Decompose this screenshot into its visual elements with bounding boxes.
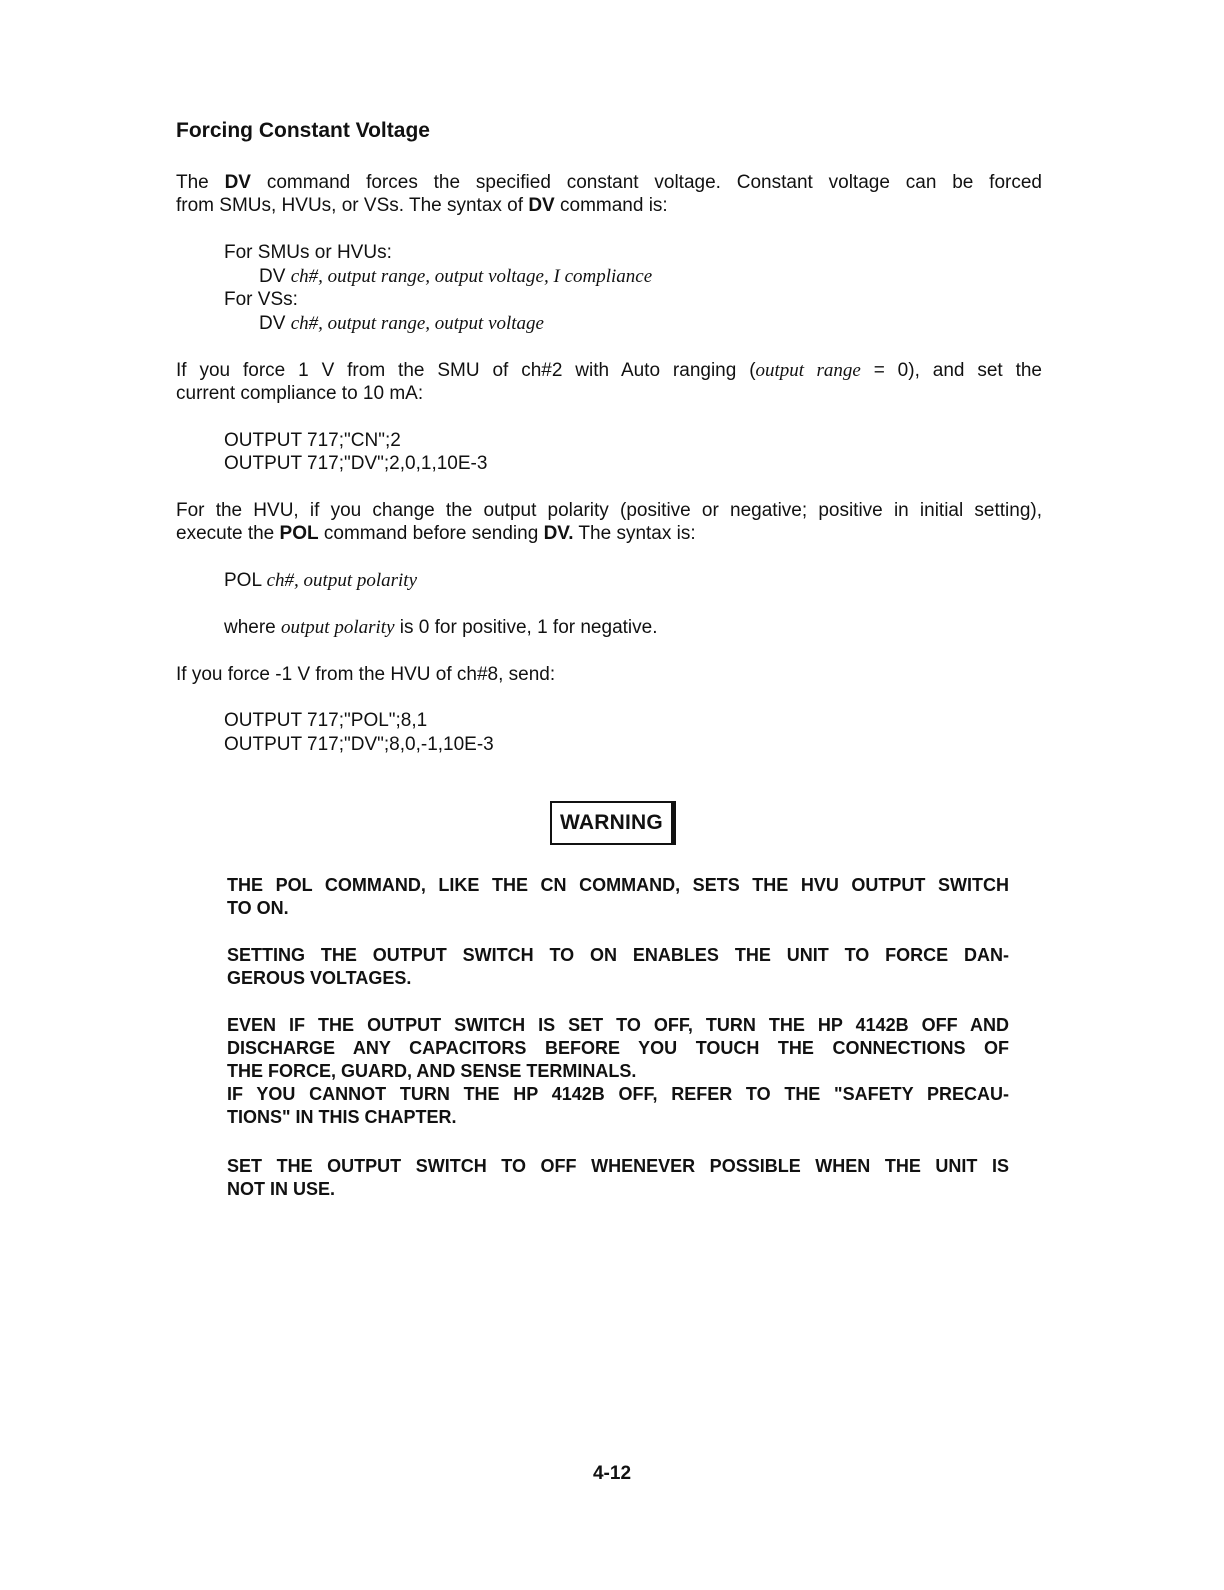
hvu-line-1: For the HVU, if you change the output polarity (positive or negative; positive in initial setting), [176, 500, 1042, 521]
page-number: 4-12 [592, 1463, 632, 1484]
section-heading: Forcing Constant Voltage [176, 119, 430, 142]
syntax-smu-label: For SMUs or HVUs: [224, 242, 392, 263]
example1-code-2: OUTPUT 717;"DV";2,0,1,10E-3 [224, 453, 488, 474]
warning-4-line-2: NOT IN USE. [227, 1179, 336, 1199]
intro-paragraph [176, 171, 1042, 217]
warning-2-line-1: SETTING THE OUTPUT SWITCH TO ON ENABLES THE UNIT TO FORCE DAN- [227, 945, 1009, 965]
warning-3-line-3: THE FORCE, GUARD, AND SENSE TERMINALS. [227, 1061, 637, 1081]
example1-line-1: If you force 1 V from the SMU of ch#2 with Auto ranging (output range = 0), and set the [176, 360, 1043, 381]
intro-line-2: from SMUs, HVUs, or VSs. The syntax of DV command is: [176, 195, 668, 216]
warning-4-line-1: SET THE OUTPUT SWITCH TO OFF WHENEVER POSSIBLE WHEN THE UNIT IS [227, 1156, 1009, 1176]
warning-paragraph-3 [227, 1014, 1009, 1129]
warning-2-line-2: GEROUS VOLTAGES. [227, 968, 412, 988]
syntax-vs-label: For VSs: [224, 289, 298, 310]
warning-3-line-2: DISCHARGE ANY CAPACITORS BEFORE YOU TOUCH THE CONNECTIONS OF [227, 1038, 1009, 1058]
pol-where: where output polarity is 0 for positive, 1 for negative. [224, 617, 658, 638]
example2-code-2: OUTPUT 717;"DV";8,0,-1,10E-3 [224, 734, 494, 755]
warning-label: WARNING [550, 801, 676, 845]
warning-paragraph-1 [227, 874, 1009, 920]
example1-line-2: current compliance to 10 mA: [176, 383, 424, 404]
example1-code-1: OUTPUT 717;"CN";2 [224, 430, 401, 451]
pol-syntax: POL ch#, output polarity [224, 570, 418, 591]
warning-3-line-5: TIONS" IN THIS CHAPTER. [227, 1107, 457, 1127]
warning-paragraph-2 [227, 944, 1009, 990]
example2-code-1: OUTPUT 717;"POL";8,1 [224, 710, 428, 731]
example2-line: If you force -1 V from the HVU of ch#8, send: [176, 664, 556, 685]
hvu-paragraph [176, 499, 1042, 545]
intro-line-1: The DV command forces the specified constant voltage. Constant voltage can be forced [176, 172, 1042, 193]
warning-3-line-1: EVEN IF THE OUTPUT SWITCH IS SET TO OFF, TURN THE HP 4142B OFF AND [227, 1015, 1009, 1035]
hvu-line-2: execute the POL command before sending DV. The syntax is: [176, 523, 696, 544]
syntax-vs-command: DV ch#, output range, output voltage [259, 313, 544, 334]
warning-1-line-1: THE POL COMMAND, LIKE THE CN COMMAND, SETS THE HVU OUTPUT SWITCH [227, 875, 1009, 895]
syntax-smu-command: DV ch#, output range, output voltage, I compliance [259, 266, 653, 287]
warning-paragraph-4 [227, 1155, 1009, 1201]
example1-paragraph [176, 359, 1042, 405]
warning-1-line-2: TO ON. [227, 898, 289, 918]
warning-3-line-4: IF YOU CANNOT TURN THE HP 4142B OFF, REFER TO THE "SAFETY PRECAU- [227, 1084, 1009, 1104]
